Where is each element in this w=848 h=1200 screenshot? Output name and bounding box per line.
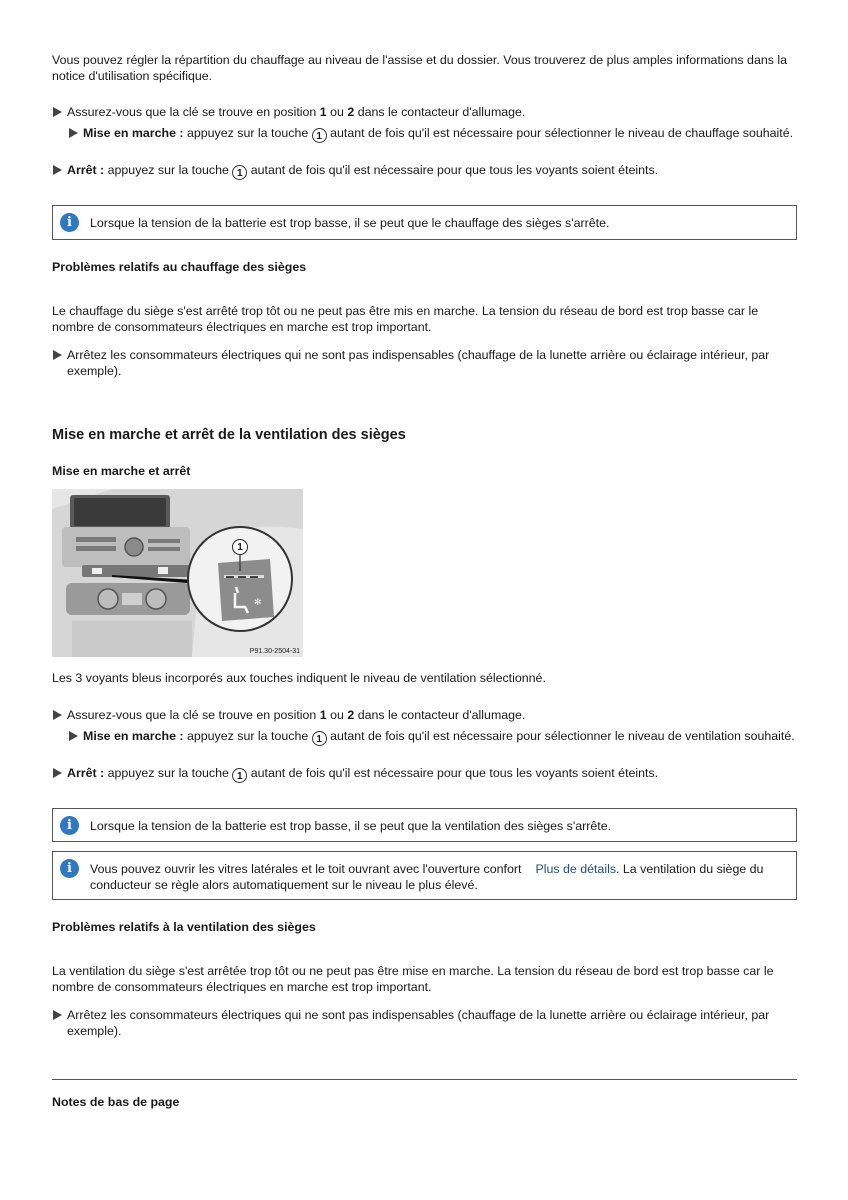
heating-step-key-position: Assurez-vous que la clé se trouve en position 1 ou 2 dans le contacteur d'allumage. — [52, 104, 812, 120]
info-icon: i — [60, 859, 79, 878]
dashboard-drawing — [52, 489, 303, 657]
more-details-link[interactable]: Plus de détails — [535, 862, 617, 876]
ventilation-problems-paragraph: La ventilation du siège s'est arrêtée trop tôt ou ne peut pas être mise en marche. La tension du réseau de bord est trop basse car le nombre de consommateurs électriques en marche est trop important. — [52, 964, 774, 994]
callout-number-1: 1 — [232, 539, 248, 555]
heating-step-switch-off: Arrêt : appuyez sur la touche 1 autant de fois qu'il est nécessaire pour que tous les voyants soient éteints. — [52, 162, 812, 180]
heating-battery-note — [52, 205, 797, 240]
ventilation-problems-step: Arrêtez les consommateurs électriques qui ne sont pas indispensables (chauffage de la lunette arrière ou éclairage intérieur, par exemple). — [52, 1007, 812, 1039]
info-icon: i — [60, 213, 79, 232]
note-text: Vous pouvez ouvrir les vitres latérales et le toit ouvrant avec l'ouverture confort Plus de détails. La ventilation du siège du conducteur se règle alors automatiquement sur le niveau le plus élevé. — [90, 862, 764, 892]
svg-text:✻: ✻ — [254, 598, 262, 608]
ventilation-step-switch-off: Arrêt : appuyez sur la touche 1 autant de fois qu'il est nécessaire pour que tous les voyants soient éteints. — [52, 765, 812, 783]
ventilation-problems-heading: Problèmes relatifs à la ventilation des sièges — [52, 920, 316, 934]
footnotes-divider — [52, 1079, 797, 1080]
seat-ventilation-button-icon: 1 — [232, 768, 247, 783]
seat-heating-button-icon: 1 — [312, 128, 327, 143]
seat-heating-button-icon: 1 — [232, 165, 247, 180]
note-text: Lorsque la tension de la batterie est trop basse, il se peut que le chauffage des sièges s'arrête. — [90, 216, 610, 230]
heating-problems-step: Arrêtez les consommateurs électriques qui ne sont pas indispensables (chauffage de la lunette arrière ou éclairage intérieur, par exemple). — [52, 347, 812, 379]
ventilation-section-title: Mise en marche et arrêt de la ventilation des sièges — [52, 427, 406, 443]
heating-step-switch-on: Mise en marche : appuyez sur la touche 1 autant de fois qu'il est nécessaire pour sélectionner le niveau de chauffage souhaité. — [68, 125, 812, 143]
dashboard-illustration — [52, 489, 303, 657]
ventilation-leds-paragraph: Les 3 voyants bleus incorporés aux touches indiquent le niveau de ventilation sélectionné. — [52, 671, 546, 685]
ventilation-step-switch-on: Mise en marche : appuyez sur la touche 1 autant de fois qu'il est nécessaire pour sélectionner le niveau de ventilation souhaité. — [68, 728, 812, 746]
heating-problems-paragraph: Le chauffage du siège s'est arrêté trop tôt ou ne peut pas être mis en marche. La tension du réseau de bord est trop basse car le nombre de consommateurs électriques en marche est trop important. — [52, 304, 759, 334]
footnotes-heading: Notes de bas de page — [52, 1095, 180, 1109]
ventilation-subheading: Mise en marche et arrêt — [52, 464, 191, 478]
heating-problems-heading: Problèmes relatifs au chauffage des sièges — [52, 260, 307, 274]
note-text: Lorsque la tension de la batterie est trop basse, il se peut que la ventilation des sièges s'arrête. — [90, 819, 612, 833]
ventilation-step-key-position: Assurez-vous que la clé se trouve en position 1 ou 2 dans le contacteur d'allumage. — [52, 707, 812, 723]
seat-ventilation-button-icon: 1 — [312, 731, 327, 746]
intro-paragraph: Vous pouvez régler la répartition du chauffage au niveau de l'assise et du dossier. Vous trouverez de plus amples informations dans la notice d'utilisation spécifique. — [52, 53, 788, 83]
ventilation-comfort-note — [52, 851, 797, 900]
info-icon: i — [60, 816, 79, 835]
ventilation-battery-note — [52, 808, 797, 842]
figure-code: P91.30-2504-31 — [249, 648, 300, 655]
